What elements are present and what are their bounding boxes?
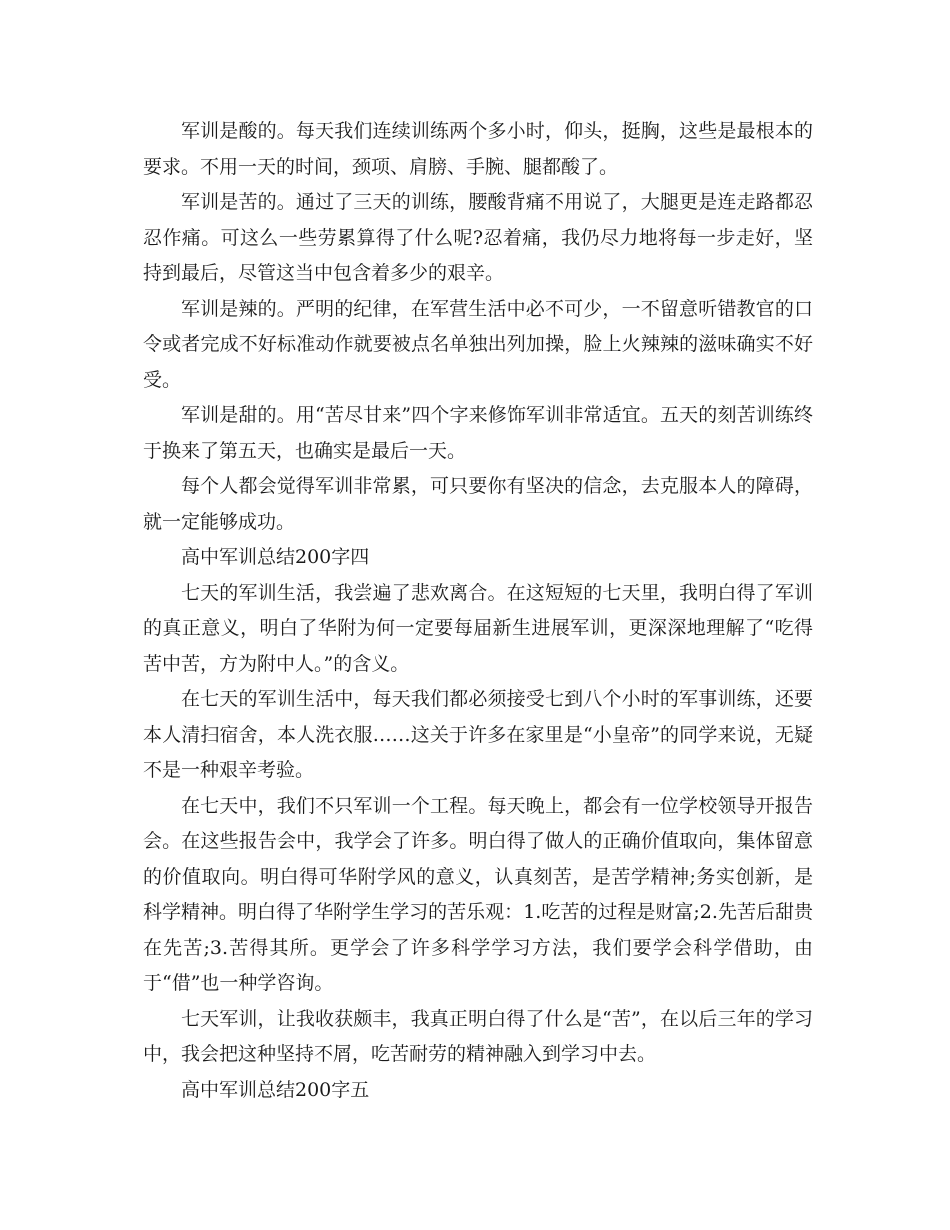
paragraph: 在七天的军训生活中，每天我们都必须接受七到八个小时的军事训练，还要本人清扫宿舍，本人洗衣服……这关于许多在家里是“小皇帝”的同学来说，无疑不是一种艰辛考验。 — [143, 688, 813, 781]
paragraph: 军训是甜的。用“苦尽甘来”四个字来修饰军训非常适宜。五天的刻苦训练终于换来了第五天，也确实是最后一天。 — [143, 404, 813, 462]
paragraph: 在七天中，我们不只军训一个工程。每天晚上，都会有一位学校领导开报告会。在这些报告会中，我学会了许多。明白得了做人的正确价值取向，集体留意的价值取向。明白得可华附学风的意义，认真刻苦，是苦学精神;务实创新，是科学精神。明白得了华附学生学习的苦乐观：1.吃苦的过程是财富;2.先苦后甜贵在先苦;3.苦得其所。更学会了许多科学学习方法，我们要学会科学借助，由于“借”也一种学咨询。 — [143, 794, 813, 994]
section-heading: 高中军训总结200字五 — [181, 1078, 370, 1101]
paragraph: 军训是辣的。严明的纪律，在军营生活中必不可少，一不留意听错教官的口令或者完成不好标准动作就要被点名单独出列加操，脸上火辣辣的滋味确实不好受。 — [143, 297, 813, 391]
paragraph: 军训是苦的。通过了三天的训练，腰酸背痛不用说了，大腿更是连走路都忍忍作痛。可这么一些劳累算得了什么呢?忍着痛，我仍尽力地将每一步走好，坚持到最后，尽管这当中包含着多少的艰辛。 — [143, 191, 813, 284]
document-body — [143, 114, 813, 1108]
paragraph: 七天的军训生活，我尝遍了悲欢离合。在这短短的七天里，我明白得了军训的真正意义，明白了华附为何一定要每届新生进展军训，更深深地理解了“吃得苦中苦，方为附中人。”的含义。 — [143, 581, 813, 675]
section-heading: 高中军训总结200字四 — [181, 546, 370, 568]
paragraph: 七天军训，让我收获颇丰，我真正明白得了什么是“苦”，在以后三年的学习中，我会把这种坚持不屑，吃苦耐劳的精神融入到学习中去。 — [143, 1007, 813, 1065]
paragraph: 军训是酸的。每天我们连续训练两个多小时，仰头，挺胸，这些是最根本的要求。不用一天的时间，颈项、肩膀、手腕、腿都酸了。 — [143, 120, 813, 178]
paragraph: 每个人都会觉得军训非常累，可只要你有坚决的信念，去克服本人的障碍，就一定能够成功。 — [143, 475, 813, 533]
